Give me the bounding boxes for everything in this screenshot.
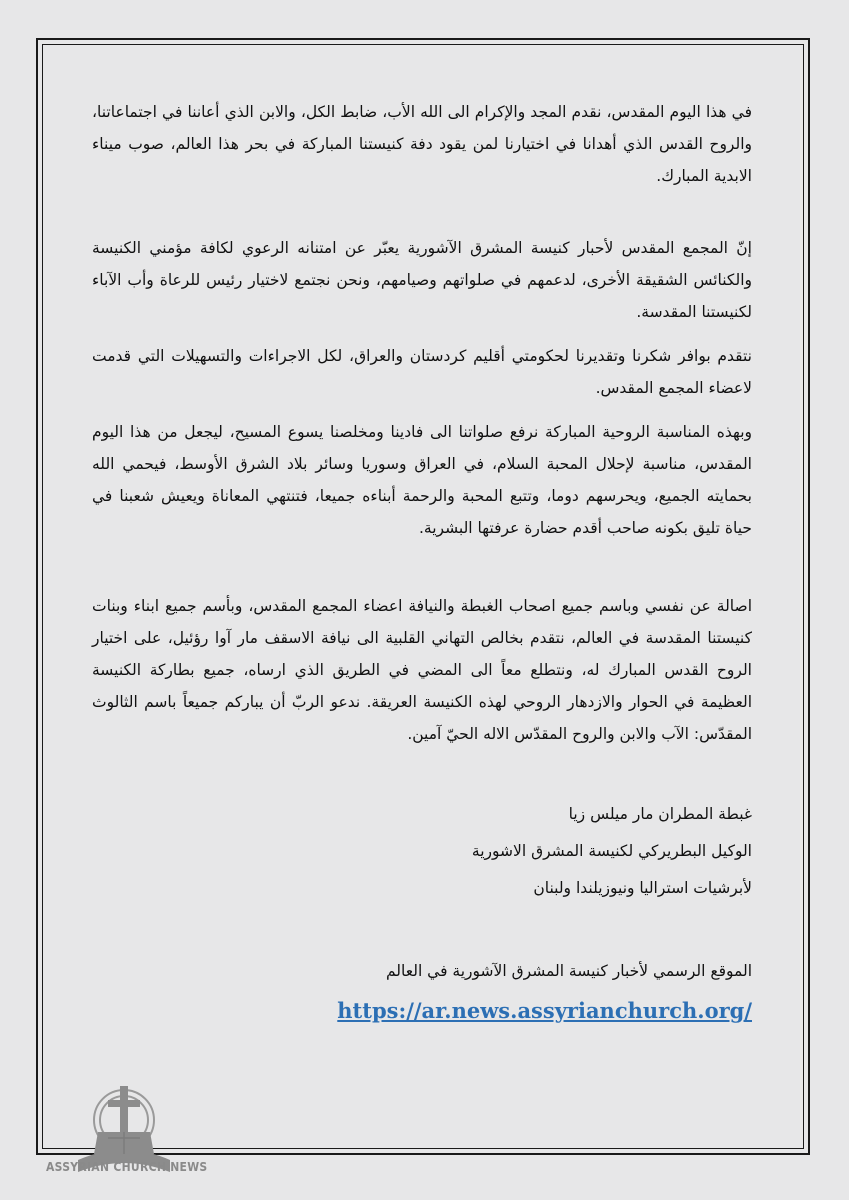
signature-block xyxy=(92,796,752,907)
letter-body xyxy=(92,96,752,1027)
paragraph-thanks-governments: نتقدم بوافر شكرنا وتقديرنا لحكومتي أقليم كردستان والعراق، لكل الاجراءات والتسهيلات التي قدمت لاعضاء المجمع المقدس. xyxy=(92,347,752,397)
signature-name: غبطة المطران مار ميلس زيا xyxy=(568,805,752,823)
paragraph-opening: في هذا اليوم المقدس، نقدم المجد والإكرام الى الله الأب، ضابط الكل، والابن الذي أعاننا في اجتماعاتنا، والروح القدس الذي أهدانا في اختيارنا لمن يقود دفة كنيستنا المباركة في بحر هذا العالم، صوب ميناء الابدية المبارك. xyxy=(92,103,752,185)
signature-title: الوكيل البطريركي لكنيسة المشرق الاشورية xyxy=(471,842,752,860)
watermark-text: ASSYRIAN CHURCH NEWS xyxy=(46,1160,208,1174)
website-label: الموقع الرسمي لأخبار كنيسة المشرق الآشورية في العالم xyxy=(385,962,752,980)
paragraph-prayer: وبهذه المناسبة الروحية المباركة نرفع صلواتنا الى فادينا ومخلصنا يسوع المسيح، ليجعل من هذا اليوم المقدس، مناسبة لإحلال المحبة السلام، في العراق وسوريا وسائر بلاد الشرق الأوسط، فيحمي الله بحمايته الجميع، ويحرسهم دوما، وتتبع المحبة والرحمة أبناءه جميعا، فتنتهي المعاناة ويعيش شعبنا في حياة تليق بكونه صاحب أقدم حضارة عرفتها البشرية. xyxy=(92,423,752,537)
paragraph-gratitude-faithful: إنّ المجمع المقدس لأحبار كنيسة المشرق الآشورية يعبّر عن امتنانه الرعوي لكافة مؤمني الكنيسة والكنائس الشقيقة الأخرى، لدعمهم في صلواتهم وصيامهم، ونحن نجتمع لاختيار رئيس للرعاة وأب الآباء لكنيستنا المقدسة. xyxy=(92,239,752,321)
website-block xyxy=(92,955,752,1027)
paragraph-congratulations: اصالة عن نفسي وباسم جميع اصحاب الغبطة والنيافة اعضاء المجمع المقدس، وبأسم جميع ابناء وبنات كنيستنا المقدسة في العالم، نتقدم بخالص التهاني القلبية الى نيافة الاسقف مار آوا رؤئيل، على اختيار الروح القدس المبارك له، ونتطلع معاً الى المضي في الطريق الذي ارساه، جميع بطاركة الكنيسة العظيمة في الحوار والازدهار الروحي لهذه الكنيسة العريقة. ندعو الربّ أن يباركم جميعاً باسم الثالوث المقدّس: الآب والابن والروح المقدّس الاله الحيّ آمين. xyxy=(92,597,752,743)
signature-dioceses: لأبرشيات استراليا ونيوزيلندا ولبنان xyxy=(533,879,752,897)
website-link[interactable]: https://ar.news.assyrianchurch.org/ xyxy=(337,998,752,1023)
